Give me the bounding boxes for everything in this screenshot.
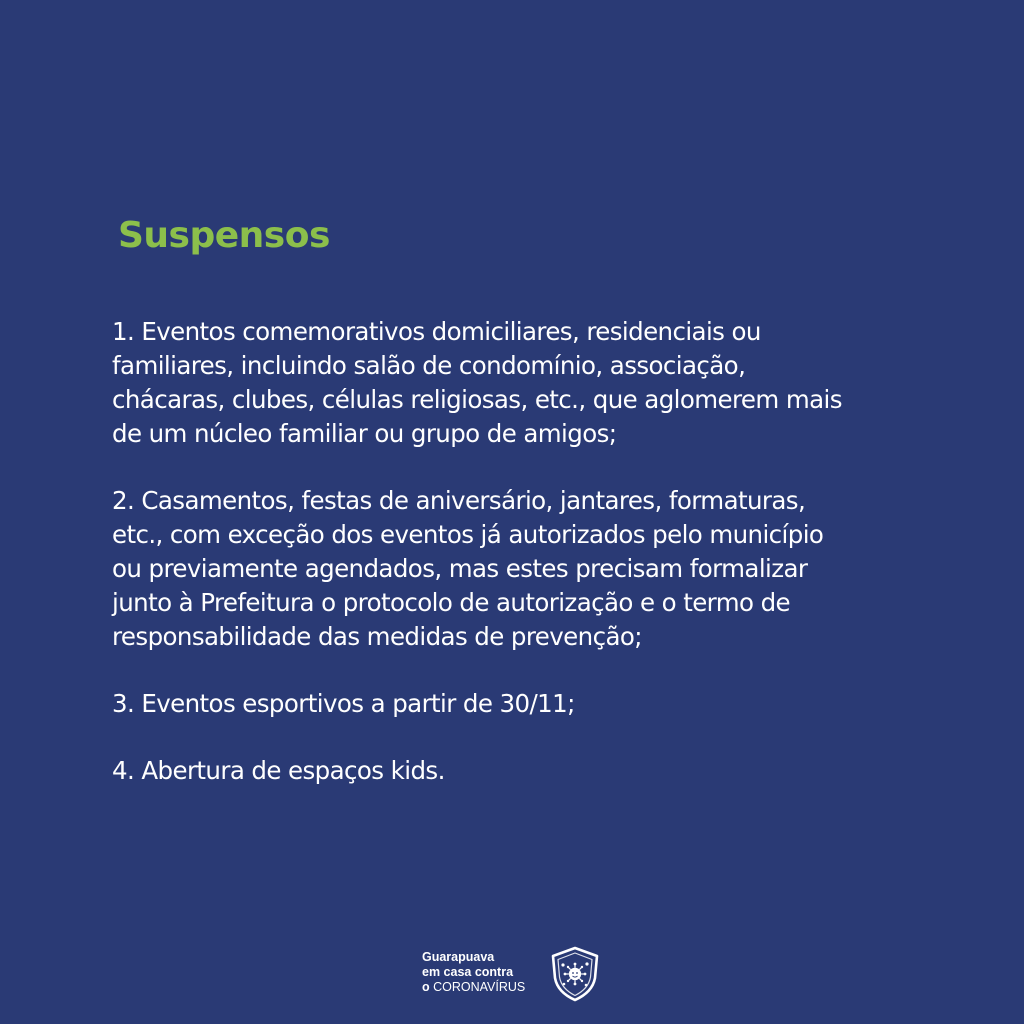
campaign-wordmark — [422, 950, 525, 995]
list-item-1: 1. Eventos comemorativos domiciliares, residenciais ou familiares, incluindo salão de condomínio, associação, chácaras, clubes, células religiosas, etc., que aglomerem mais de um núcleo familiar ou grupo de amigos; — [112, 317, 842, 448]
list-item-3: 3. Eventos esportivos a partir de 30/11; — [112, 689, 575, 718]
brand-line-3-main: CORONAVÍRUS — [433, 980, 526, 994]
campaign-logo — [422, 945, 612, 1005]
list-item-2: 2. Casamentos, festas de aniversário, jantares, formaturas, etc., com exceção dos eventos já autorizados pelo município ou previamente agendados, mas estes precisam formalizar junto à Prefeitura o protocolo de autorização e o termo de responsabilidade das medidas de prevenção; — [112, 486, 824, 651]
brand-line-3 — [422, 980, 525, 994]
page-title: Suspensos — [118, 215, 330, 256]
list-item-4: 4. Abertura de espaços kids. — [112, 756, 445, 785]
brand-line-2: em casa contra — [422, 965, 514, 979]
brand-line-3-prefix: o — [422, 980, 430, 994]
suspended-list — [112, 315, 942, 821]
shield-virus-icon — [546, 945, 604, 1003]
brand-line-1: Guarapuava — [422, 950, 495, 964]
